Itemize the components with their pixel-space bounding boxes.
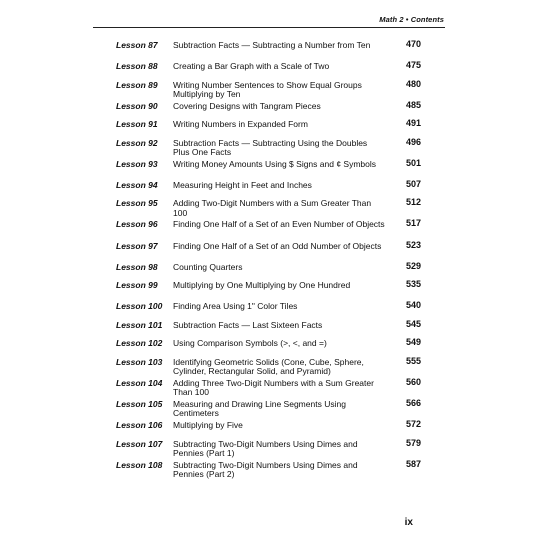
page-number: 496: [405, 136, 421, 147]
lesson-number: Lesson 95: [116, 198, 158, 209]
page-number: 545: [405, 318, 421, 329]
lesson-number: Lesson 98: [116, 261, 158, 272]
lesson-title: Subtracting Two-Digit Numbers Using Dimes and Pennies (Part 1): [173, 438, 358, 459]
page-number: 572: [405, 419, 421, 430]
toc-entry[interactable]: [0, 439, 540, 459]
lesson-number: Lesson 96: [116, 219, 158, 230]
folio: ix: [404, 517, 413, 528]
toc-entry[interactable]: [0, 399, 540, 419]
lesson-number: Lesson 108: [116, 459, 163, 470]
lesson-number: Lesson 106: [116, 420, 163, 431]
page-number: 529: [405, 260, 421, 271]
lesson-number: Lesson 88: [116, 61, 158, 72]
toc-entry[interactable]: [0, 138, 540, 158]
lesson-number: Lesson 89: [116, 79, 158, 90]
toc-entry[interactable]: [0, 460, 540, 480]
toc-entry[interactable]: [0, 262, 540, 274]
page-number: 587: [405, 458, 421, 469]
toc-entry[interactable]: [0, 301, 540, 313]
lesson-title: Adding Two-Digit Numbers with a Sum Greater Than 100: [173, 198, 372, 218]
header-rule: [93, 27, 445, 28]
lesson-number: Lesson 91: [116, 119, 158, 130]
toc-entry[interactable]: [0, 357, 540, 377]
table-of-contents: [0, 40, 540, 481]
lesson-title: Measuring and Drawing Line Segments Using Centimeters: [173, 398, 346, 419]
toc-entry[interactable]: [0, 280, 540, 300]
lesson-title: Identifying Geometric Solids (Cone, Cube, Sphere, Cylinder, Rectangular Solid, and Pyramid): [173, 356, 364, 377]
page-number: 566: [405, 397, 421, 408]
lesson-number: Lesson 102: [116, 338, 163, 349]
toc-entry[interactable]: [0, 119, 540, 131]
toc-entry[interactable]: [0, 61, 540, 73]
page-number: 485: [405, 99, 421, 110]
lesson-number: Lesson 101: [116, 319, 163, 330]
toc-entry[interactable]: [0, 338, 540, 350]
toc-entry[interactable]: [0, 40, 540, 60]
page-number: 480: [405, 78, 421, 89]
lesson-number: Lesson 94: [116, 179, 158, 190]
lesson-title: Subtraction Facts — Subtracting Using the Doubles Plus One Facts: [173, 137, 368, 158]
lesson-title: Creating a Bar Graph with a Scale of Two: [173, 61, 330, 72]
toc-entry[interactable]: [0, 159, 540, 179]
lesson-number: Lesson 87: [116, 40, 158, 50]
lesson-title: Subtracting Two-Digit Numbers Using Dimes and Pennies (Part 2): [173, 459, 358, 480]
lesson-number: Lesson 104: [116, 377, 163, 388]
lesson-title: Finding Area Using 1" Color Tiles: [173, 301, 298, 312]
toc-entry[interactable]: [0, 180, 540, 192]
lesson-title: Writing Numbers in Expanded Form: [173, 119, 308, 130]
page-number: 540: [405, 300, 421, 311]
page-number: 555: [405, 355, 421, 366]
lesson-title: Multiplying by Five: [173, 420, 243, 431]
lesson-number: Lesson 100: [116, 301, 163, 312]
lesson-title: Finding One Half of a Set of an Odd Number of Objects: [173, 240, 382, 251]
lesson-title: Writing Money Amounts Using $ Signs and ¢ Symbols: [173, 158, 376, 169]
toc-entry[interactable]: [0, 101, 540, 113]
page-number: 501: [405, 157, 421, 168]
lesson-number: Lesson 99: [116, 280, 158, 291]
toc-entry[interactable]: [0, 241, 540, 261]
page-number: 535: [405, 279, 421, 290]
page-number: 470: [405, 39, 421, 49]
toc-entry[interactable]: [0, 420, 540, 432]
page-number: 549: [405, 337, 421, 348]
toc-entry[interactable]: [0, 219, 540, 239]
lesson-title: Measuring Height in Feet and Inches: [173, 179, 312, 190]
running-header: Math 2 • Contents: [379, 15, 444, 24]
page-number: 475: [405, 60, 421, 71]
lesson-number: Lesson 93: [116, 158, 158, 169]
page-number: 507: [405, 178, 421, 189]
lesson-title: Covering Designs with Tangram Pieces: [173, 100, 321, 111]
lesson-number: Lesson 90: [116, 100, 158, 111]
page-number: 517: [405, 218, 421, 229]
lesson-title: Using Comparison Symbols (>, <, and =): [173, 338, 327, 349]
lesson-title: Subtraction Facts — Subtracting a Number from Ten: [173, 40, 371, 50]
page-number: 560: [405, 376, 421, 387]
toc-entry[interactable]: [0, 198, 540, 218]
page-number: 523: [405, 239, 421, 250]
lesson-title: Counting Quarters: [173, 261, 243, 272]
lesson-number: Lesson 107: [116, 438, 163, 449]
lesson-number: Lesson 97: [116, 240, 158, 251]
lesson-title: Adding Three Two-Digit Numbers with a Sum Greater Than 100: [173, 377, 374, 398]
lesson-number: Lesson 105: [116, 398, 163, 409]
lesson-number: Lesson 103: [116, 356, 163, 367]
lesson-title: Subtraction Facts — Last Sixteen Facts: [173, 319, 323, 330]
lesson-title: Finding One Half of a Set of an Even Number of Objects: [173, 219, 385, 230]
page-number: 512: [405, 197, 421, 208]
toc-entry[interactable]: [0, 378, 540, 398]
page-number: 491: [405, 118, 421, 129]
toc-entry[interactable]: [0, 320, 540, 332]
lesson-title: Writing Number Sentences to Show Equal Groups Multiplying by Ten: [173, 79, 362, 100]
toc-entry[interactable]: [0, 80, 540, 100]
lesson-number: Lesson 92: [116, 137, 158, 148]
page-number: 579: [405, 437, 421, 448]
lesson-title: Multiplying by One Multiplying by One Hundred: [173, 280, 351, 291]
